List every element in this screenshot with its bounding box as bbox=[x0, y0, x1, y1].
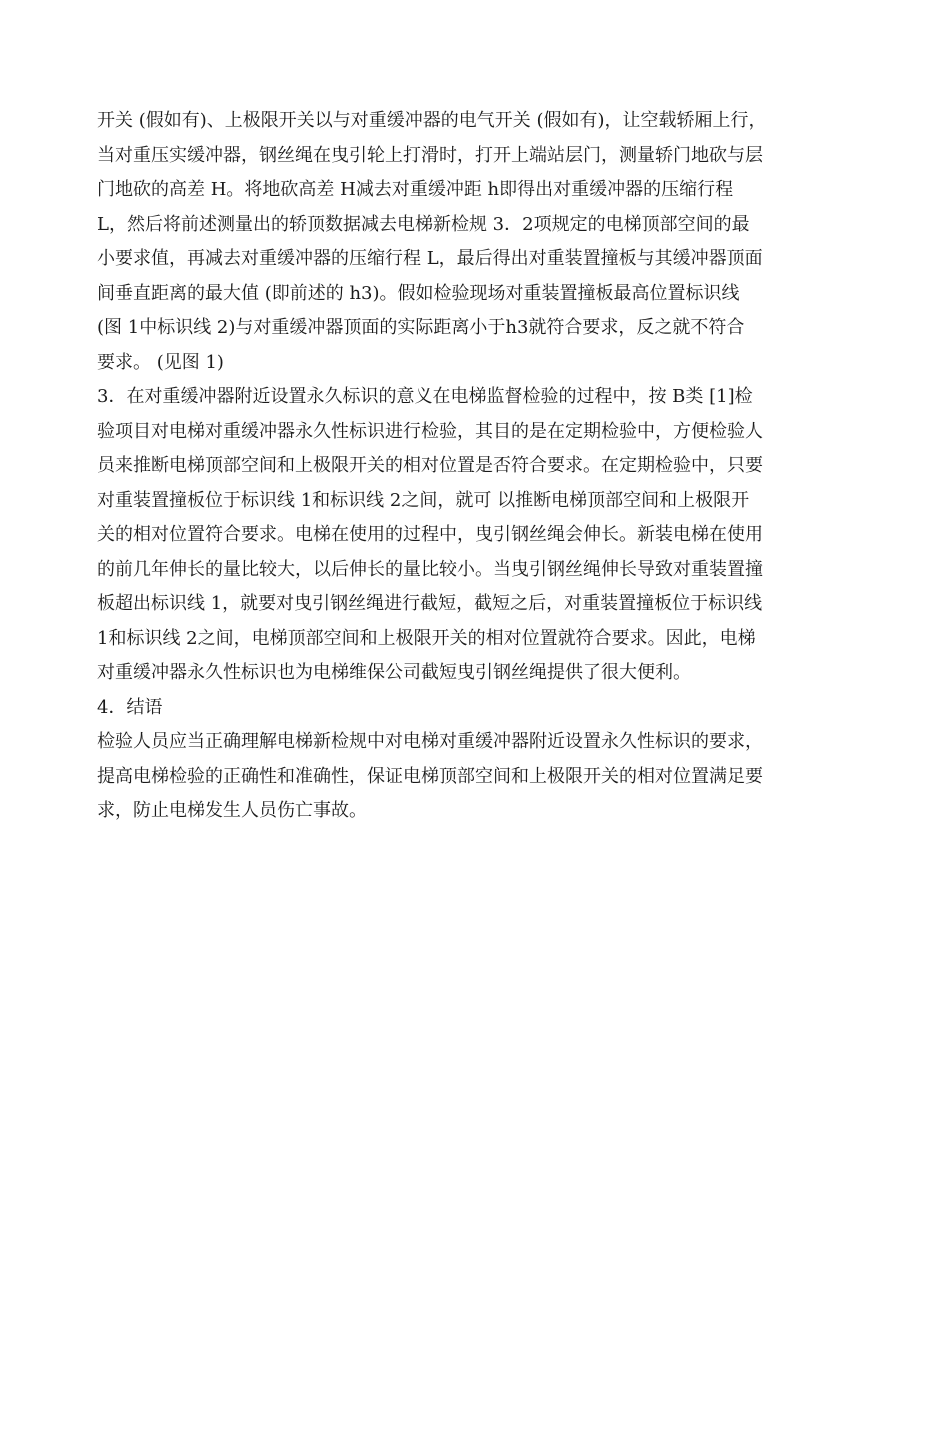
text-line-21: 求，防止电梯发生人员伤亡事故。 bbox=[97, 800, 367, 821]
text-line-15: 板超出标识线 1，就要对曳引钢丝绳进行截短，截短之后，对重装置撞板位于标识线 bbox=[97, 593, 763, 614]
text-line-8: 要求。 (见图 1) bbox=[97, 351, 224, 373]
text-line-6: 间垂直距离的最大值 (即前述的 h3)。假如检验现场对重装置撞板最高位置标识线 bbox=[97, 282, 740, 304]
text-line-4: L，然后将前述测量出的轿顶数据减去电梯新检规 3．2项规定的电梯顶部空间的最 bbox=[97, 213, 750, 235]
text-line-12: 对重装置撞板位于标识线 1和标识线 2之间，就可 以推断电梯顶部空间和上极限开 bbox=[97, 489, 750, 511]
text-line-10: 验项目对电梯对重缓冲器永久性标识进行检验，其目的是在定期检验中，方便检验人 bbox=[97, 420, 763, 442]
text-line-19: 检验人员应当正确理解电梯新检规中对电梯对重缓冲器附近设置永久性标识的要求， bbox=[97, 731, 763, 752]
text-line-16: 1和标识线 2之间，电梯顶部空间和上极限开关的相对位置就符合要求。因此，电梯 bbox=[97, 627, 756, 649]
section-3-heading-line: 3．在对重缓冲器附近设置永久标识的意义在电梯监督检验的过程中，按 B类 [1]检 bbox=[97, 386, 753, 407]
text-line-7: (图 1中标识线 2)与对重缓冲器顶面的实际距离小于h3就符合要求，反之就不符合 bbox=[97, 317, 745, 338]
text-line-14: 的前几年伸长的量比较大，以后伸长的量比较小。当曳引钢丝绳伸长导致对重装置撞 bbox=[97, 558, 763, 580]
text-line-1: 开关 (假如有)、上极限开关以与对重缓冲器的电气开关 (假如有)，让空载轿厢上行， bbox=[97, 110, 767, 131]
document-body bbox=[97, 104, 857, 829]
text-line-20: 提高电梯检验的正确性和准确性，保证电梯顶部空间和上极限开关的相对位置满足要 bbox=[97, 765, 763, 787]
section-4-heading: 4．结语 bbox=[97, 696, 163, 718]
text-line-17: 对重缓冲器永久性标识也为电梯维保公司截短曳引钢丝绳提供了很大便利。 bbox=[97, 662, 691, 683]
text-line-5: 小要求值，再减去对重缓冲器的压缩行程 L，最后得出对重装置撞板与其缓冲器顶面 bbox=[97, 248, 763, 269]
text-line-3: 门地砍的高差 H。将地砍高差 H减去对重缓冲距 h即得出对重缓冲器的压缩行程 bbox=[97, 179, 734, 200]
text-line-2: 当对重压实缓冲器，钢丝绳在曳引轮上打滑时，打开上端站层门，测量轿门地砍与层 bbox=[97, 144, 763, 166]
text-line-13: 关的相对位置符合要求。电梯在使用的过程中，曳引钢丝绳会伸长。新装电梯在使用 bbox=[97, 524, 763, 545]
text-line-11: 员来推断电梯顶部空间和上极限开关的相对位置是否符合要求。在定期检验中，只要 bbox=[97, 455, 763, 476]
